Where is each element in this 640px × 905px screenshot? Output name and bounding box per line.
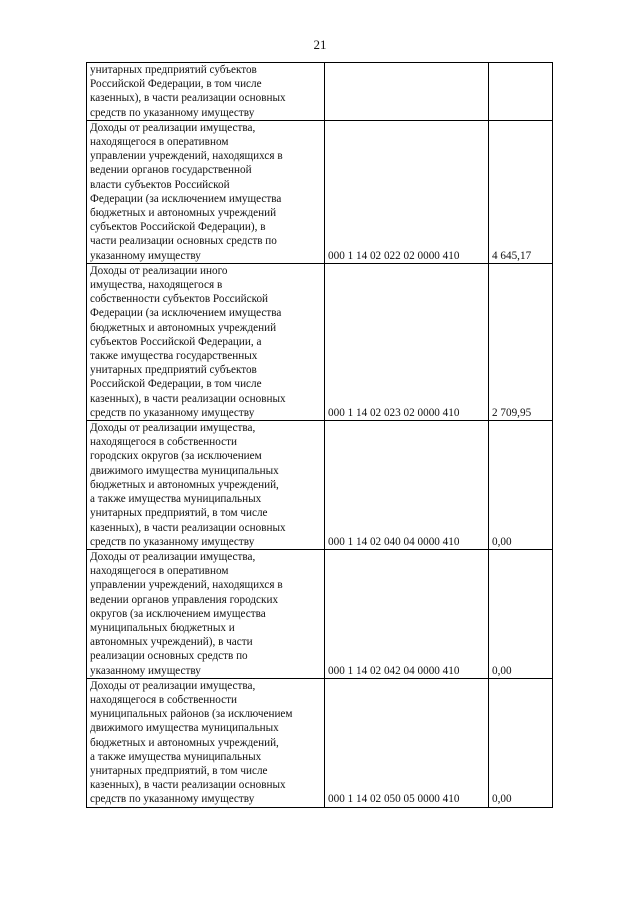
table-row	[87, 678, 553, 807]
revenue-description: Доходы от реализации имущества, находящегося в собственности городских округов (за исключением движимого имущества муниципальных бюджетных и автономных учреждений, а также имущества муниципальных унитарных предприятий, в том числе казенных), в части реализации основных средств по указанному имуществу	[87, 421, 325, 550]
budget-code: 000 1 14 02 042 04 0000 410	[325, 549, 489, 678]
amount-value: 4 645,17	[489, 120, 553, 263]
amount-value: 2 709,95	[489, 263, 553, 420]
table-row	[87, 63, 553, 121]
budget-code: 000 1 14 02 050 05 0000 410	[325, 678, 489, 807]
amount-value: 0,00	[489, 421, 553, 550]
revenue-description: Доходы от реализации имущества, находящегося в оперативном управлении учреждений, находящихся в ведении органов государственной власти субъектов Российской Федерации (за исключением имущества бюджетных и автономных учреждений субъектов Российской Федерации), в части реализации основных средств по указанному имуществу	[87, 120, 325, 263]
revenue-description: унитарных предприятий субъектов Российской Федерации, в том числе казенных), в части реализации основных средств по указанному имуществу	[87, 63, 325, 121]
budget-code: 000 1 14 02 040 04 0000 410	[325, 421, 489, 550]
budget-code: 000 1 14 02 023 02 0000 410	[325, 263, 489, 420]
budget-code	[325, 63, 489, 121]
revenue-description: Доходы от реализации иного имущества, находящегося в собственности субъектов Российской Федерации (за исключением имущества бюджетных и автономных учреждений субъектов Российской Федерации, а также имущества государственных унитарных предприятий субъектов Российской Федерации, в том числе казенных), в части реализации основных средств по указанному имуществу	[87, 263, 325, 420]
revenue-description: Доходы от реализации имущества, находящегося в собственности муниципальных районов (за исключением движимого имущества муниципальных бюджетных и автономных учреждений, а также имущества муниципальных унитарных предприятий, в том числе казенных), в части реализации основных средств по указанному имуществу	[87, 678, 325, 807]
page-number: 21	[313, 37, 327, 52]
amount-value	[489, 63, 553, 121]
table-row	[87, 120, 553, 263]
budget-revenue-table	[86, 62, 553, 808]
revenue-description: Доходы от реализации имущества, находящегося в оперативном управлении учреждений, находящихся в ведении органов управления городских округов (за исключением имущества муниципальных бюджетных и автономных учреждений), в части реализации основных средств по указанному имуществу	[87, 549, 325, 678]
table-row	[87, 421, 553, 550]
amount-value: 0,00	[489, 678, 553, 807]
table-row	[87, 549, 553, 678]
amount-value: 0,00	[489, 549, 553, 678]
budget-code: 000 1 14 02 022 02 0000 410	[325, 120, 489, 263]
table-row	[87, 263, 553, 420]
